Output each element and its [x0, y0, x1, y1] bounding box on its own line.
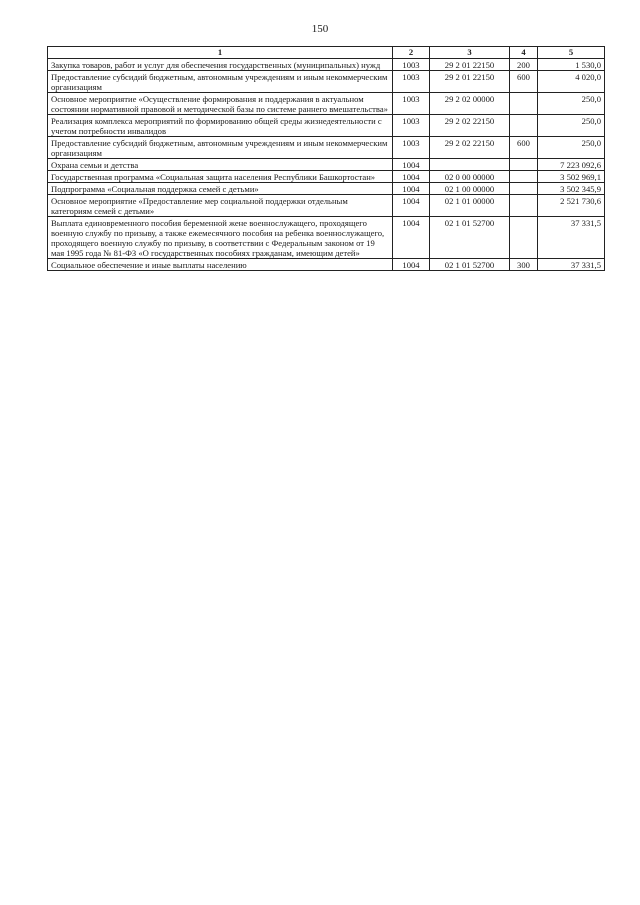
row-section: 1004 — [393, 183, 430, 195]
row-target: 02 1 01 52700 — [430, 259, 510, 271]
table-row — [48, 171, 605, 183]
row-amount: 2 521 730,6 — [538, 195, 605, 217]
row-expense-type: 600 — [510, 137, 538, 159]
row-expense-type: 600 — [510, 71, 538, 93]
row-amount: 1 530,0 — [538, 59, 605, 71]
row-target: 02 1 00 00000 — [430, 183, 510, 195]
row-section: 1003 — [393, 71, 430, 93]
row-amount: 4 020,0 — [538, 71, 605, 93]
row-amount: 37 331,5 — [538, 217, 605, 259]
budget-table — [47, 46, 605, 271]
row-section: 1004 — [393, 171, 430, 183]
row-target: 02 0 00 00000 — [430, 171, 510, 183]
row-expense-type — [510, 171, 538, 183]
row-expense-type — [510, 217, 538, 259]
row-expense-type — [510, 93, 538, 115]
row-amount: 250,0 — [538, 115, 605, 137]
row-name: Реализация комплекса мероприятий по формированию общей среды жизнедеятельности с учетом потребности инвалидов — [48, 115, 393, 137]
table-row — [48, 217, 605, 259]
row-name: Подпрограмма «Социальная поддержка семей с детьми» — [48, 183, 393, 195]
row-target — [430, 159, 510, 171]
header-section: 2 — [393, 47, 430, 59]
row-target: 29 2 02 00000 — [430, 93, 510, 115]
table-header-row — [48, 47, 605, 59]
row-section: 1004 — [393, 217, 430, 259]
row-amount: 250,0 — [538, 93, 605, 115]
table-row — [48, 93, 605, 115]
header-expense-type: 4 — [510, 47, 538, 59]
page-number: 150 — [311, 23, 329, 35]
row-amount: 250,0 — [538, 137, 605, 159]
row-name: Основное мероприятие «Осуществление формирования и поддержания в актуальном состоянии нормативной правовой и методической базы по системе раннего вмешательства» — [48, 93, 393, 115]
row-name: Закупка товаров, работ и услуг для обеспечения государственных (муниципальных) нужд — [48, 59, 393, 71]
row-name: Предоставление субсидий бюджетным, автономным учреждениям и иным некоммерческим организациям — [48, 137, 393, 159]
row-expense-type — [510, 195, 538, 217]
row-name: Выплата единовременного пособия беременной жене военнослужащего, проходящего военную службу по призыву, а также ежемесячного пособия на ребенка военнослужащего, проходящего военную службу по призыву, в соответствии с Федеральным законом от 19 мая 1995 года № 81-ФЗ «О государственных пособиях гражданам, имеющим детей» — [48, 217, 393, 259]
table-row — [48, 259, 605, 271]
row-name: Основное мероприятие «Предоставление мер социальной поддержки отдельным категориям семей с детьми» — [48, 195, 393, 217]
row-name: Предоставление субсидий бюджетным, автономным учреждениям и иным некоммерческим организациям — [48, 71, 393, 93]
row-target: 02 1 01 00000 — [430, 195, 510, 217]
row-amount: 3 502 969,1 — [538, 171, 605, 183]
row-expense-type: 200 — [510, 59, 538, 71]
table-row — [48, 137, 605, 159]
table-row — [48, 71, 605, 93]
row-target: 29 2 01 22150 — [430, 59, 510, 71]
row-section: 1004 — [393, 195, 430, 217]
table-row — [48, 183, 605, 195]
header-name: 1 — [48, 47, 393, 59]
table-row — [48, 159, 605, 171]
row-section: 1003 — [393, 137, 430, 159]
header-amount: 5 — [538, 47, 605, 59]
row-name: Социальное обеспечение и иные выплаты населению — [48, 259, 393, 271]
table-row — [48, 195, 605, 217]
row-section: 1004 — [393, 159, 430, 171]
row-expense-type: 300 — [510, 259, 538, 271]
row-section: 1003 — [393, 93, 430, 115]
row-name: Охрана семьи и детства — [48, 159, 393, 171]
row-target: 02 1 01 52700 — [430, 217, 510, 259]
row-section: 1004 — [393, 259, 430, 271]
row-target: 29 2 02 22150 — [430, 115, 510, 137]
header-target: 3 — [430, 47, 510, 59]
row-amount: 3 502 345,9 — [538, 183, 605, 195]
row-target: 29 2 02 22150 — [430, 137, 510, 159]
row-name: Государственная программа «Социальная защита населения Республики Башкортостан» — [48, 171, 393, 183]
row-expense-type — [510, 159, 538, 171]
row-section: 1003 — [393, 115, 430, 137]
row-expense-type — [510, 183, 538, 195]
table-row — [48, 59, 605, 71]
row-amount: 37 331,5 — [538, 259, 605, 271]
table-row — [48, 115, 605, 137]
row-section: 1003 — [393, 59, 430, 71]
row-target: 29 2 01 22150 — [430, 71, 510, 93]
row-expense-type — [510, 115, 538, 137]
row-amount: 7 223 092,6 — [538, 159, 605, 171]
